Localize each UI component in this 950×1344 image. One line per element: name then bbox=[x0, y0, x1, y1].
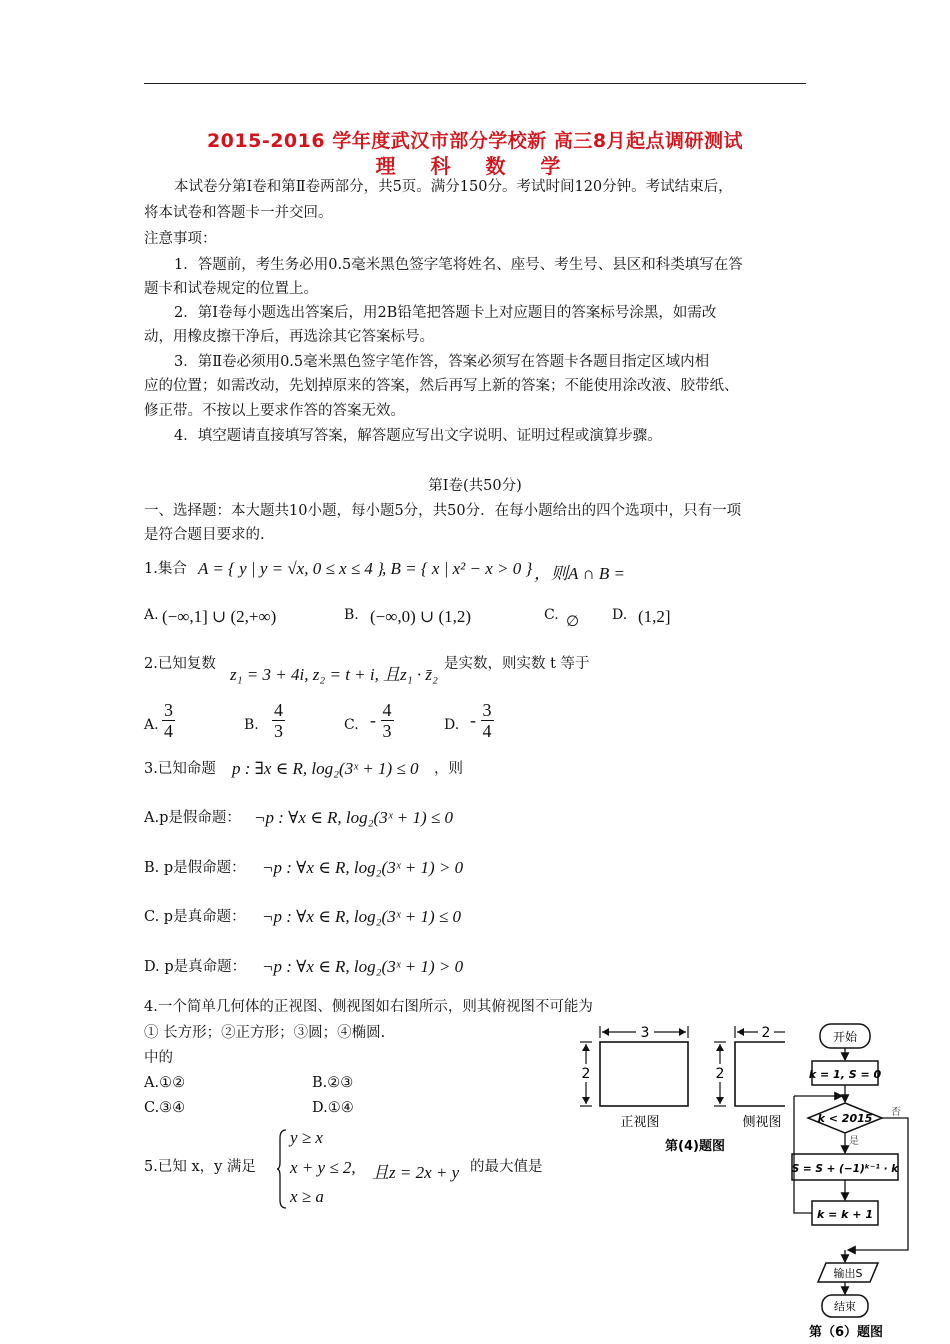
flow-start-label: 开始 bbox=[832, 1030, 858, 1044]
q2-expr: z₁ = 3 + 4i, z₂ = t + i, 且z₁ · z̄₂ bbox=[230, 665, 438, 684]
q1-opt-d: (1,2] bbox=[638, 607, 671, 626]
q3-opt-a: ¬p : ∀x ∈ R, log₂(3ˣ + 1) ≤ 0 bbox=[254, 808, 453, 827]
section-title: 第Ⅰ卷(共50分) bbox=[428, 478, 522, 494]
top-rule bbox=[144, 83, 806, 84]
q3-expr: p : ∃x ∈ R, log₂(3ˣ + 1) ≤ 0 bbox=[232, 759, 419, 778]
flow-init-label: k = 1, S = 0 bbox=[808, 1068, 882, 1081]
intro-line-2: 将本试卷和答题卡一并交回。 bbox=[144, 205, 333, 221]
q3-opt-b-label: B. p是假命题： bbox=[144, 860, 246, 876]
q1-opt-c: ∅ bbox=[566, 614, 580, 630]
q5-constraint-1: y ≥ x bbox=[290, 1128, 323, 1147]
q5-tail-expr: 且z = 2x + y bbox=[372, 1163, 460, 1182]
q1-set-a: A = { y | y = √x, 0 ≤ x ≤ 4 } bbox=[198, 559, 384, 578]
q1-stem: 1.集合 bbox=[144, 561, 187, 577]
q2-opt-b bbox=[272, 700, 285, 741]
q4-opt-c: C.③④ bbox=[144, 1100, 186, 1116]
q1-opt-a-label: A. bbox=[144, 607, 159, 623]
q3-opt-a-label: A.p是假命题： bbox=[144, 810, 241, 826]
q2-opt-d bbox=[470, 700, 494, 741]
q2-opt-c-label: C. bbox=[344, 717, 359, 733]
notice-2a: 2．第Ⅰ卷每小题选出答案后，用2B铅笔把答题卡上对应题目的答案标号涂黑，如需改 bbox=[174, 305, 717, 321]
figure-6-caption: 第（6）题图 bbox=[808, 1325, 884, 1340]
q4-opt-a: A.①② bbox=[144, 1075, 186, 1091]
side-view-label: 侧视图 bbox=[742, 1115, 782, 1130]
front-height-dimension bbox=[580, 1042, 592, 1106]
q1-ask: ，则A ∩ B = bbox=[534, 564, 625, 583]
notice-2b: 动，用橡皮擦干净后，再选涂其它答案标号。 bbox=[144, 329, 434, 345]
flow-no-label: 否 bbox=[891, 1107, 901, 1118]
front-view-label: 正视图 bbox=[620, 1115, 660, 1130]
q2-opt-c bbox=[370, 700, 394, 741]
q4-tail: 中的 bbox=[144, 1050, 173, 1066]
side-height-dimension bbox=[714, 1042, 726, 1106]
notice-3b: 应的位置；如需改动，先划掉原来的答案，然后再写上新的答案；不能使用涂改液、胶带纸、 bbox=[144, 378, 739, 394]
flow-yes-label: 是 bbox=[849, 1136, 859, 1147]
q4-stem: 4.一个简单几何体的正视图、侧视图如右图所示，则其俯视图不可能为 bbox=[144, 999, 593, 1015]
q2-opt-d-sign: - bbox=[470, 710, 476, 730]
q3-opt-b: ¬p : ∀x ∈ R, log₂(3ˣ + 1) > 0 bbox=[262, 858, 464, 877]
q5-stem: 5.已知 x，y 满足 bbox=[144, 1159, 256, 1175]
q1-set-b: , B = { x | x² − x > 0 } bbox=[382, 559, 533, 578]
q1-opt-a: (−∞,1] ∪ (2,+∞) bbox=[162, 607, 277, 626]
section-desc-2: 是符合题目要求的. bbox=[144, 527, 265, 543]
q5-brace bbox=[276, 1128, 288, 1210]
q2-opt-c-den: 3 bbox=[382, 721, 392, 741]
q3-opt-c-label: C. p是真命题： bbox=[144, 909, 246, 925]
q3-opt-d: ¬p : ∀x ∈ R, log₂(3ˣ + 1) > 0 bbox=[262, 957, 464, 976]
flow-condition-label: k < 2015 bbox=[817, 1112, 873, 1125]
q2-opt-d-label: D. bbox=[444, 717, 460, 733]
q2-tail: 是实数，则实数 t 等于 bbox=[444, 656, 590, 672]
q4-opt-b: B.②③ bbox=[312, 1075, 354, 1091]
q1-opt-d-label: D. bbox=[612, 607, 628, 623]
q3-opt-c: ¬p : ∀x ∈ R, log₂(3ˣ + 1) ≤ 0 bbox=[262, 907, 461, 926]
q3-tail: ，则 bbox=[434, 761, 463, 777]
q2-opt-d-num: 3 bbox=[482, 700, 492, 720]
q2-opt-c-sign: - bbox=[370, 710, 376, 730]
q3-stem: 3.已知命题 bbox=[144, 761, 216, 777]
figure-6-flowchart bbox=[782, 1018, 950, 1344]
q4-shapes: ① 长方形；②正方形；③圆；④椭圆. bbox=[144, 1025, 386, 1041]
q2-stem: 2.已知复数 bbox=[144, 656, 216, 672]
q2-opt-a bbox=[162, 700, 175, 741]
figure-4 bbox=[570, 1018, 785, 1158]
notice-3a: 3．第Ⅱ卷必须用0.5毫米黑色签字笔作答，答案必须写在答题卡各题目指定区域内相 bbox=[174, 354, 710, 370]
front-view-rect bbox=[600, 1042, 688, 1106]
front-height-value: 2 bbox=[581, 1066, 591, 1082]
q2-opt-a-num: 3 bbox=[164, 700, 173, 720]
exam-title: 2015-2016 学年度武汉市部分学校新 高三8月起点调研测试 bbox=[206, 130, 744, 152]
q2-opt-b-num: 4 bbox=[274, 700, 283, 720]
flow-output-label: 输出S bbox=[833, 1267, 863, 1280]
q2-opt-c-num: 4 bbox=[382, 700, 392, 720]
intro-line-1: 本试卷分第Ⅰ卷和第Ⅱ卷两部分，共5页。满分150分。考试时间120分钟。考试结束后， bbox=[174, 179, 733, 195]
side-view-rect bbox=[735, 1042, 785, 1106]
q5-constraint-3: x ≥ a bbox=[290, 1187, 324, 1206]
section-desc-1: 一、选择题：本大题共10小题，每小题5分，共50分．在每小题给出的四个选项中，只有一项 bbox=[144, 503, 742, 519]
side-height-value: 2 bbox=[715, 1066, 725, 1082]
flow-end-label: 结束 bbox=[834, 1300, 856, 1313]
q1-opt-b-label: B. bbox=[344, 607, 359, 623]
q2-opt-b-label: B. bbox=[244, 717, 259, 733]
q1-opt-b: (−∞,0) ∪ (1,2) bbox=[370, 607, 472, 626]
exam-subject: 理 科 数 学 bbox=[375, 154, 575, 178]
figure-4-caption: 第(4)题图 bbox=[665, 1139, 725, 1154]
notice-4: 4．填空题请直接填写答案，解答题应写出文字说明、证明过程或演算步骤。 bbox=[174, 428, 662, 444]
q5-tail: 的最大值是 bbox=[470, 1159, 543, 1175]
notice-3c: 修正带。不按以上要求作答的答案无效。 bbox=[144, 403, 405, 419]
side-width-dimension bbox=[735, 1025, 785, 1041]
q4-opt-d: D.①④ bbox=[312, 1100, 354, 1116]
side-width-value: 2 bbox=[761, 1025, 771, 1041]
q1-opt-c-label: C. bbox=[544, 607, 559, 623]
notice-label: 注意事项： bbox=[144, 231, 217, 247]
flow-update-k-label: k = k + 1 bbox=[816, 1208, 874, 1221]
flow-update-s-label: S = S + (−1)ᵏ⁻¹ · k bbox=[791, 1163, 899, 1175]
q2-opt-a-den: 4 bbox=[164, 721, 173, 741]
notice-1a: 1．答题前，考生务必用0.5毫米黑色签字笔将姓名、座号、考生号、县区和科类填写在答 bbox=[174, 257, 743, 273]
notice-1b: 题卡和试卷规定的位置上。 bbox=[144, 281, 318, 297]
q5-constraint-2: x + y ≤ 2, bbox=[290, 1158, 356, 1177]
front-width-dimension bbox=[600, 1025, 688, 1041]
q2-opt-b-den: 3 bbox=[274, 721, 283, 741]
q2-opt-d-den: 4 bbox=[482, 721, 492, 741]
front-width-value: 3 bbox=[640, 1025, 650, 1041]
q2-opt-a-label: A. bbox=[144, 717, 159, 733]
q3-opt-d-label: D. p是真命题： bbox=[144, 959, 247, 975]
